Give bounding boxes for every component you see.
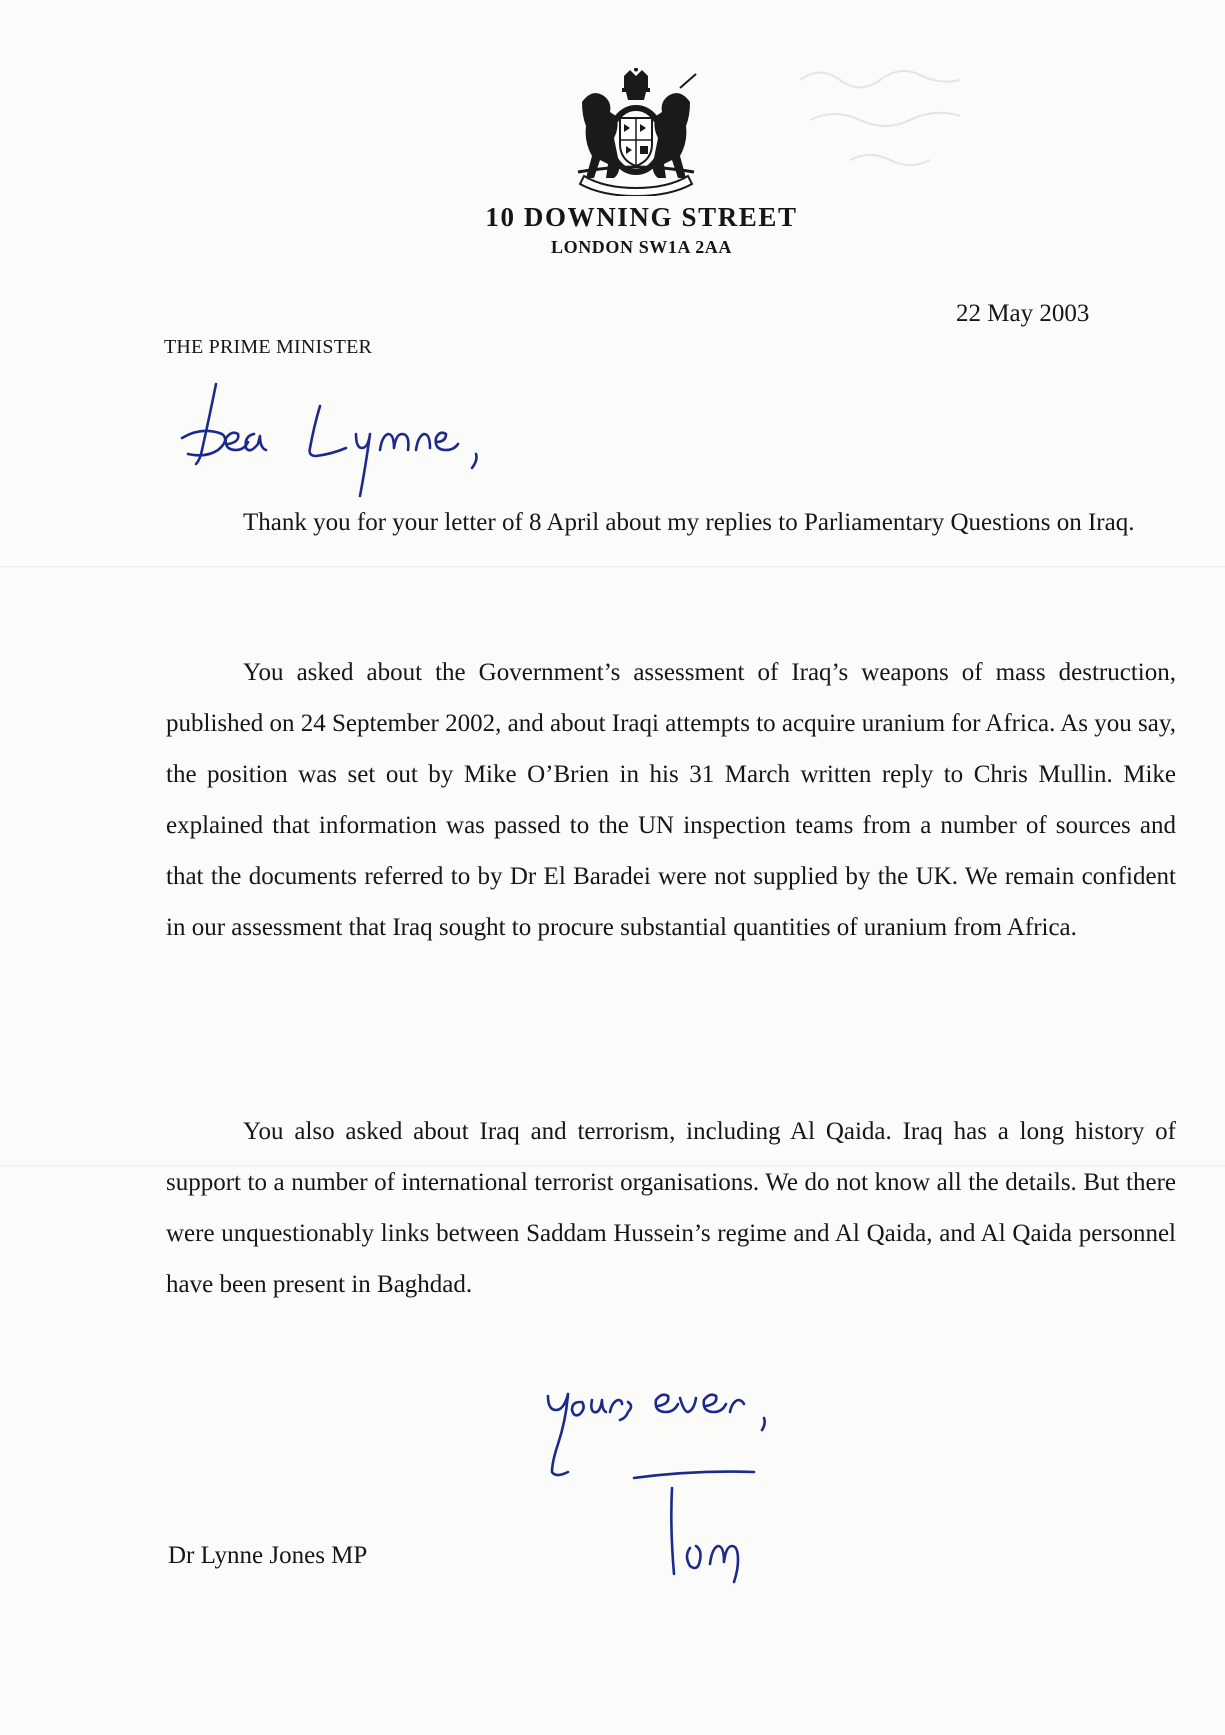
body-paragraph-3: You also asked about Iraq and terrorism, including Al Qaida. Iraq has a long history of support to a number of international terrorist organisations. We do not know all the details. But there were unquestionably links between Saddam Hussein’s regime and Al Qaida, and Al Qaida personnel have been present in Baghdad. (166, 1118, 1176, 1298)
handwritten-signature (630, 1468, 830, 1608)
letterhead-city: LONDON SW1A 2AA (550, 237, 733, 257)
paper-fold-line (0, 566, 1225, 569)
royal-crest-logo (568, 68, 704, 196)
body-paragraph-1: Thank you for your letter of 8 April about my replies to Parliamentary Questions on Iraq. (243, 509, 1135, 536)
show-through-scribble (790, 50, 1010, 190)
recipient-name: Dr Lynne Jones MP (168, 1542, 368, 1569)
sender-title: THE PRIME MINISTER (164, 336, 373, 358)
handwritten-salutation (180, 378, 540, 498)
letterhead-address: 10 DOWNING STREET (485, 202, 798, 232)
letter-date: 22 May 2003 (956, 300, 1090, 327)
body-paragraph-2: You asked about the Government’s assessment of Iraq’s weapons of mass destruction, published on 24 September 2002, and about Iraqi attempts to acquire uranium for Africa. As you say, the position was set out by Mike O’Brien in his 31 March written reply to Chris Mullin. Mike explained that information was passed to the UN inspection teams from a number of sources and that the documents referred to by Dr El Baradei were not supplied by the UK. We remain confident in our assessment that Iraq sought to procure substantial quantities of uranium from Africa. (166, 659, 1176, 941)
handwritten-closing (540, 1368, 840, 1478)
